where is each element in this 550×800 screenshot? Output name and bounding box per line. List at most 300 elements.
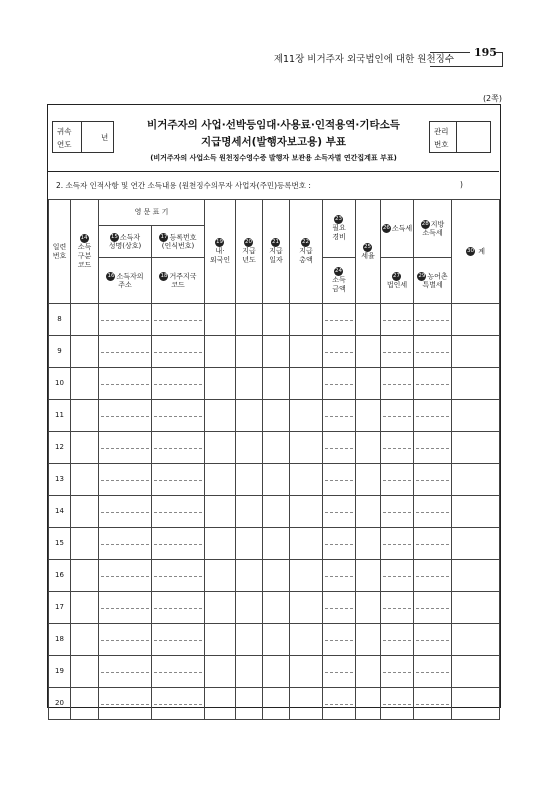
table-cell[interactable] [71, 400, 99, 432]
table-cell[interactable] [99, 400, 152, 432]
table-cell[interactable] [152, 432, 205, 464]
table-cell[interactable] [452, 368, 500, 400]
table-cell[interactable] [263, 336, 290, 368]
table-cell[interactable] [290, 304, 323, 336]
dashed-divider [101, 384, 149, 385]
table-cell[interactable] [71, 496, 99, 528]
cell-split [414, 560, 451, 591]
cell-split [99, 496, 151, 527]
table-cell[interactable] [205, 592, 236, 624]
table-cell[interactable] [356, 624, 381, 656]
cell-split [414, 624, 451, 655]
cell-split [414, 400, 451, 431]
table-cell[interactable] [414, 368, 452, 400]
table-cell[interactable] [290, 560, 323, 592]
dashed-divider [325, 640, 353, 641]
cell-split [99, 624, 151, 655]
col-income-tax: 26 소득세 [381, 200, 414, 258]
table-cell[interactable] [414, 496, 452, 528]
table-cell[interactable] [71, 368, 99, 400]
col-english-mark: 영 문 표 기 [99, 200, 205, 226]
table-cell[interactable] [356, 464, 381, 496]
table-cell[interactable] [205, 496, 236, 528]
table-cell[interactable] [99, 528, 152, 560]
table-cell[interactable] [71, 336, 99, 368]
table-cell[interactable] [152, 624, 205, 656]
col-income-type: 14 소득 구분 코드 [71, 200, 99, 304]
dashed-divider [154, 512, 202, 513]
dashed-divider [325, 384, 353, 385]
table-cell[interactable] [381, 656, 414, 688]
cell-split [152, 560, 204, 591]
cell-split [381, 496, 413, 527]
table-row [49, 304, 500, 336]
running-header [0, 44, 550, 66]
row-serial-number: 17 [49, 592, 71, 624]
dashed-divider [101, 416, 149, 417]
form-subtitle: (비거주자의 사업소득 원천징수영수증 발행자 보관용 소득자별 연간집계표 부표) [150, 154, 397, 162]
dashed-divider [416, 544, 449, 545]
table-cell[interactable] [381, 432, 414, 464]
dashed-divider [101, 576, 149, 577]
table-cell[interactable] [205, 624, 236, 656]
table-cell[interactable] [152, 688, 205, 720]
table-cell[interactable] [452, 688, 500, 720]
table-cell[interactable] [381, 496, 414, 528]
table-cell[interactable] [381, 528, 414, 560]
table-cell[interactable] [152, 528, 205, 560]
table-cell[interactable] [99, 688, 152, 720]
dashed-divider [154, 608, 202, 609]
row-serial-number: 10 [49, 368, 71, 400]
cell-split [414, 656, 451, 687]
table-row [49, 400, 500, 432]
row-serial-number: 9 [49, 336, 71, 368]
dashed-divider [325, 544, 353, 545]
table-cell[interactable] [263, 400, 290, 432]
table-cell[interactable] [152, 656, 205, 688]
table-cell[interactable] [71, 560, 99, 592]
table-cell[interactable] [323, 560, 356, 592]
table-cell[interactable] [323, 464, 356, 496]
dashed-divider [383, 320, 411, 321]
dashed-divider [383, 480, 411, 481]
dashed-divider [383, 352, 411, 353]
table-cell[interactable] [263, 304, 290, 336]
table-cell[interactable] [290, 528, 323, 560]
table-cell[interactable] [71, 528, 99, 560]
table-cell[interactable] [152, 560, 205, 592]
cell-split [381, 656, 413, 687]
table-cell[interactable] [323, 496, 356, 528]
table-cell[interactable] [452, 656, 500, 688]
table-cell[interactable] [414, 624, 452, 656]
table-cell[interactable] [236, 560, 263, 592]
header-underline [430, 66, 502, 67]
table-cell[interactable] [323, 592, 356, 624]
table-cell[interactable] [356, 368, 381, 400]
table-cell[interactable] [323, 528, 356, 560]
dashed-divider [101, 704, 149, 705]
table-cell[interactable] [71, 624, 99, 656]
table-cell[interactable] [414, 688, 452, 720]
table-cell[interactable] [152, 496, 205, 528]
table-cell[interactable] [290, 368, 323, 400]
form-title-line-1: 비거주자의 사업·선박등임대·사용료·인적용역·기타소득 [147, 119, 400, 131]
cell-split [152, 528, 204, 559]
management-number-box[interactable] [429, 121, 491, 153]
cell-split [152, 688, 204, 719]
table-cell[interactable] [290, 688, 323, 720]
table-cell[interactable] [381, 624, 414, 656]
cell-split [323, 496, 355, 527]
dashed-divider [101, 352, 149, 353]
table-cell[interactable] [236, 528, 263, 560]
chapter-title: 제11장 비거주자 외국법인에 대한 원천징수 [273, 54, 454, 65]
header-rule [430, 52, 470, 53]
cell-split [99, 368, 151, 399]
table-cell[interactable] [263, 560, 290, 592]
table-cell[interactable] [381, 688, 414, 720]
table-cell[interactable] [263, 528, 290, 560]
table-cell[interactable] [323, 336, 356, 368]
table-cell[interactable] [452, 336, 500, 368]
dashed-divider [101, 480, 149, 481]
dashed-divider [325, 512, 353, 513]
cell-split [152, 592, 204, 623]
table-row [49, 560, 500, 592]
dashed-divider [325, 448, 353, 449]
table-cell[interactable] [263, 496, 290, 528]
table-cell[interactable] [290, 592, 323, 624]
table-cell[interactable] [99, 304, 152, 336]
dashed-divider [101, 320, 149, 321]
table-cell[interactable] [205, 336, 236, 368]
col-tax-rate: 25 세율 [356, 200, 381, 304]
table-cell[interactable] [236, 368, 263, 400]
col-expenses: 23 필요 경비 [323, 200, 356, 258]
table-cell[interactable] [99, 464, 152, 496]
cell-split [99, 528, 151, 559]
cell-split [99, 304, 151, 335]
table-cell[interactable] [290, 400, 323, 432]
dashed-divider [416, 704, 449, 705]
table-cell[interactable] [152, 464, 205, 496]
title-box [48, 105, 499, 172]
cell-split [381, 688, 413, 719]
table-cell[interactable] [71, 304, 99, 336]
table-cell[interactable] [263, 656, 290, 688]
table-cell[interactable] [99, 496, 152, 528]
table-cell[interactable] [71, 656, 99, 688]
dashed-divider [154, 480, 202, 481]
col-pay-total: 22 지급 총액 [290, 200, 323, 304]
cell-split [99, 688, 151, 719]
cell-split [99, 656, 151, 687]
row-serial-number: 15 [49, 528, 71, 560]
table-cell[interactable] [452, 592, 500, 624]
table-cell[interactable] [99, 560, 152, 592]
cell-split [414, 592, 451, 623]
table-cell[interactable] [381, 368, 414, 400]
cell-split [323, 592, 355, 623]
cell-split [381, 368, 413, 399]
dashed-divider [154, 352, 202, 353]
table-cell[interactable] [263, 464, 290, 496]
table-cell[interactable] [99, 592, 152, 624]
dashed-divider [383, 416, 411, 417]
cell-split [99, 400, 151, 431]
table-cell[interactable] [356, 560, 381, 592]
table-cell[interactable] [356, 656, 381, 688]
table-cell[interactable] [205, 432, 236, 464]
table-cell[interactable] [236, 496, 263, 528]
table-cell[interactable] [236, 400, 263, 432]
table-cell[interactable] [290, 464, 323, 496]
table-cell[interactable] [414, 336, 452, 368]
table-row [49, 528, 500, 560]
cell-split [323, 688, 355, 719]
cell-split [152, 368, 204, 399]
dashed-divider [383, 576, 411, 577]
table-cell[interactable] [290, 496, 323, 528]
cell-split [323, 624, 355, 655]
dashed-divider [101, 672, 149, 673]
table-cell[interactable] [205, 464, 236, 496]
table-cell[interactable] [381, 400, 414, 432]
dashed-divider [383, 608, 411, 609]
table-cell[interactable] [414, 656, 452, 688]
table-cell[interactable] [323, 432, 356, 464]
table-cell[interactable] [205, 528, 236, 560]
table-cell[interactable] [414, 432, 452, 464]
cell-split [152, 336, 204, 367]
table-cell[interactable] [71, 592, 99, 624]
table-row [49, 688, 500, 720]
cell-split [152, 464, 204, 495]
cell-split [99, 432, 151, 463]
table-cell[interactable] [205, 688, 236, 720]
table-cell[interactable] [414, 400, 452, 432]
table-cell[interactable] [356, 304, 381, 336]
dashed-divider [325, 576, 353, 577]
dashed-divider [325, 704, 353, 705]
dashed-divider [154, 640, 202, 641]
table-cell[interactable] [356, 496, 381, 528]
table-cell[interactable] [323, 624, 356, 656]
cell-split [414, 496, 451, 527]
dashed-divider [154, 320, 202, 321]
table-cell[interactable] [323, 368, 356, 400]
col-rural-tax: 29 농어촌 특별세 [414, 258, 452, 304]
cell-split [152, 496, 204, 527]
dashed-divider [416, 352, 449, 353]
table-cell[interactable] [323, 688, 356, 720]
table-cell[interactable] [236, 688, 263, 720]
table-cell[interactable] [381, 464, 414, 496]
table-cell[interactable] [414, 464, 452, 496]
table-cell[interactable] [99, 656, 152, 688]
dashed-divider [416, 512, 449, 513]
table-cell[interactable] [452, 304, 500, 336]
table-cell[interactable] [452, 528, 500, 560]
table-cell[interactable] [152, 368, 205, 400]
dashed-divider [416, 384, 449, 385]
dashed-divider [383, 672, 411, 673]
table-cell[interactable] [99, 432, 152, 464]
cell-split [414, 336, 451, 367]
table-cell[interactable] [290, 656, 323, 688]
cell-split [152, 656, 204, 687]
row-serial-number: 18 [49, 624, 71, 656]
cell-split [152, 624, 204, 655]
table-cell[interactable] [236, 336, 263, 368]
table-row [49, 496, 500, 528]
dashed-divider [101, 544, 149, 545]
dashed-divider [101, 640, 149, 641]
cell-split [99, 592, 151, 623]
dashed-divider [383, 512, 411, 513]
table-cell[interactable] [323, 400, 356, 432]
table-cell[interactable] [71, 688, 99, 720]
table-cell[interactable] [414, 560, 452, 592]
col-income-amount: 24 소득 금액 [323, 258, 356, 304]
table-cell[interactable] [152, 400, 205, 432]
table-cell[interactable] [452, 496, 500, 528]
dashed-divider [416, 320, 449, 321]
table-cell[interactable] [152, 304, 205, 336]
cell-split [152, 400, 204, 431]
cell-split [323, 304, 355, 335]
table-cell[interactable] [263, 624, 290, 656]
table-cell[interactable] [290, 336, 323, 368]
table-cell[interactable] [263, 432, 290, 464]
cell-split [414, 528, 451, 559]
cell-split [381, 528, 413, 559]
table-cell[interactable] [99, 336, 152, 368]
table-cell[interactable] [381, 304, 414, 336]
dashed-divider [383, 384, 411, 385]
cell-split [99, 560, 151, 591]
table-cell[interactable] [152, 336, 205, 368]
col-country-code: 18 거주지국 코드 [152, 258, 205, 304]
row-serial-number: 14 [49, 496, 71, 528]
year-unit: 년 [101, 133, 109, 142]
dashed-divider [154, 576, 202, 577]
table-cell[interactable] [381, 560, 414, 592]
table-cell[interactable] [99, 368, 152, 400]
section-close: ) [460, 180, 463, 189]
col-reg-no: 17 등록번호 (인식번호) [152, 226, 205, 258]
cell-split [152, 304, 204, 335]
table-cell[interactable] [356, 688, 381, 720]
table-cell[interactable] [263, 688, 290, 720]
table-cell[interactable] [290, 432, 323, 464]
table-cell[interactable] [263, 368, 290, 400]
table-cell[interactable] [71, 464, 99, 496]
table-cell[interactable] [452, 624, 500, 656]
table-cell[interactable] [236, 656, 263, 688]
table-cell[interactable] [452, 464, 500, 496]
table-cell[interactable] [205, 400, 236, 432]
table-cell[interactable] [236, 432, 263, 464]
table-cell[interactable] [205, 656, 236, 688]
table-cell[interactable] [356, 336, 381, 368]
cell-split [323, 432, 355, 463]
table-cell[interactable] [71, 432, 99, 464]
col-domestic-foreign: 19 내· 외국인 [205, 200, 236, 304]
table-cell[interactable] [452, 400, 500, 432]
table-cell[interactable] [323, 304, 356, 336]
table-cell[interactable] [99, 624, 152, 656]
table-cell[interactable] [152, 592, 205, 624]
table-cell[interactable] [205, 560, 236, 592]
table-cell[interactable] [236, 464, 263, 496]
table-cell[interactable] [452, 560, 500, 592]
cell-split [381, 592, 413, 623]
mgmt-divider [456, 122, 457, 152]
table-cell[interactable] [236, 592, 263, 624]
cell-split [381, 624, 413, 655]
table-cell[interactable] [452, 432, 500, 464]
cell-split [99, 336, 151, 367]
dashed-divider [325, 480, 353, 481]
dashed-divider [416, 672, 449, 673]
cell-split [323, 368, 355, 399]
mgmt-label-1: 관리 [434, 127, 449, 136]
dashed-divider [325, 320, 353, 321]
table-cell[interactable] [205, 304, 236, 336]
year-label-2: 연도 [57, 140, 72, 149]
dashed-divider [416, 640, 449, 641]
dashed-divider [101, 448, 149, 449]
col-pay-year: 20 지급 년도 [236, 200, 263, 304]
dashed-divider [416, 480, 449, 481]
dashed-divider [154, 384, 202, 385]
row-serial-number: 20 [49, 688, 71, 720]
table-row [49, 656, 500, 688]
year-label-1: 귀속 [57, 127, 72, 136]
cell-split [381, 432, 413, 463]
table-cell[interactable] [236, 624, 263, 656]
table-cell[interactable] [290, 624, 323, 656]
income-table [48, 199, 500, 720]
dashed-divider [383, 640, 411, 641]
section-text: 2. 소득자 인적사항 및 연간 소득내용 (원천징수의무자 사업자(주민)등록번호 : [56, 181, 311, 190]
table-cell[interactable] [414, 592, 452, 624]
form-title-line-2: 지급명세서(발행자보고용) 부표 [200, 136, 347, 148]
dashed-divider [416, 608, 449, 609]
dashed-divider [154, 416, 202, 417]
cell-split [414, 432, 451, 463]
col-serial: 일련 번호 [49, 200, 71, 304]
table-cell[interactable] [414, 304, 452, 336]
table-cell[interactable] [356, 432, 381, 464]
table-cell[interactable] [356, 400, 381, 432]
table-cell[interactable] [323, 656, 356, 688]
cell-split [323, 560, 355, 591]
table-cell[interactable] [205, 368, 236, 400]
table-cell[interactable] [356, 528, 381, 560]
table-cell[interactable] [236, 304, 263, 336]
dashed-divider [416, 576, 449, 577]
table-cell[interactable] [414, 528, 452, 560]
table-cell[interactable] [381, 336, 414, 368]
table-cell[interactable] [381, 592, 414, 624]
table-cell[interactable] [356, 592, 381, 624]
table-cell[interactable] [263, 592, 290, 624]
table-row [49, 432, 500, 464]
